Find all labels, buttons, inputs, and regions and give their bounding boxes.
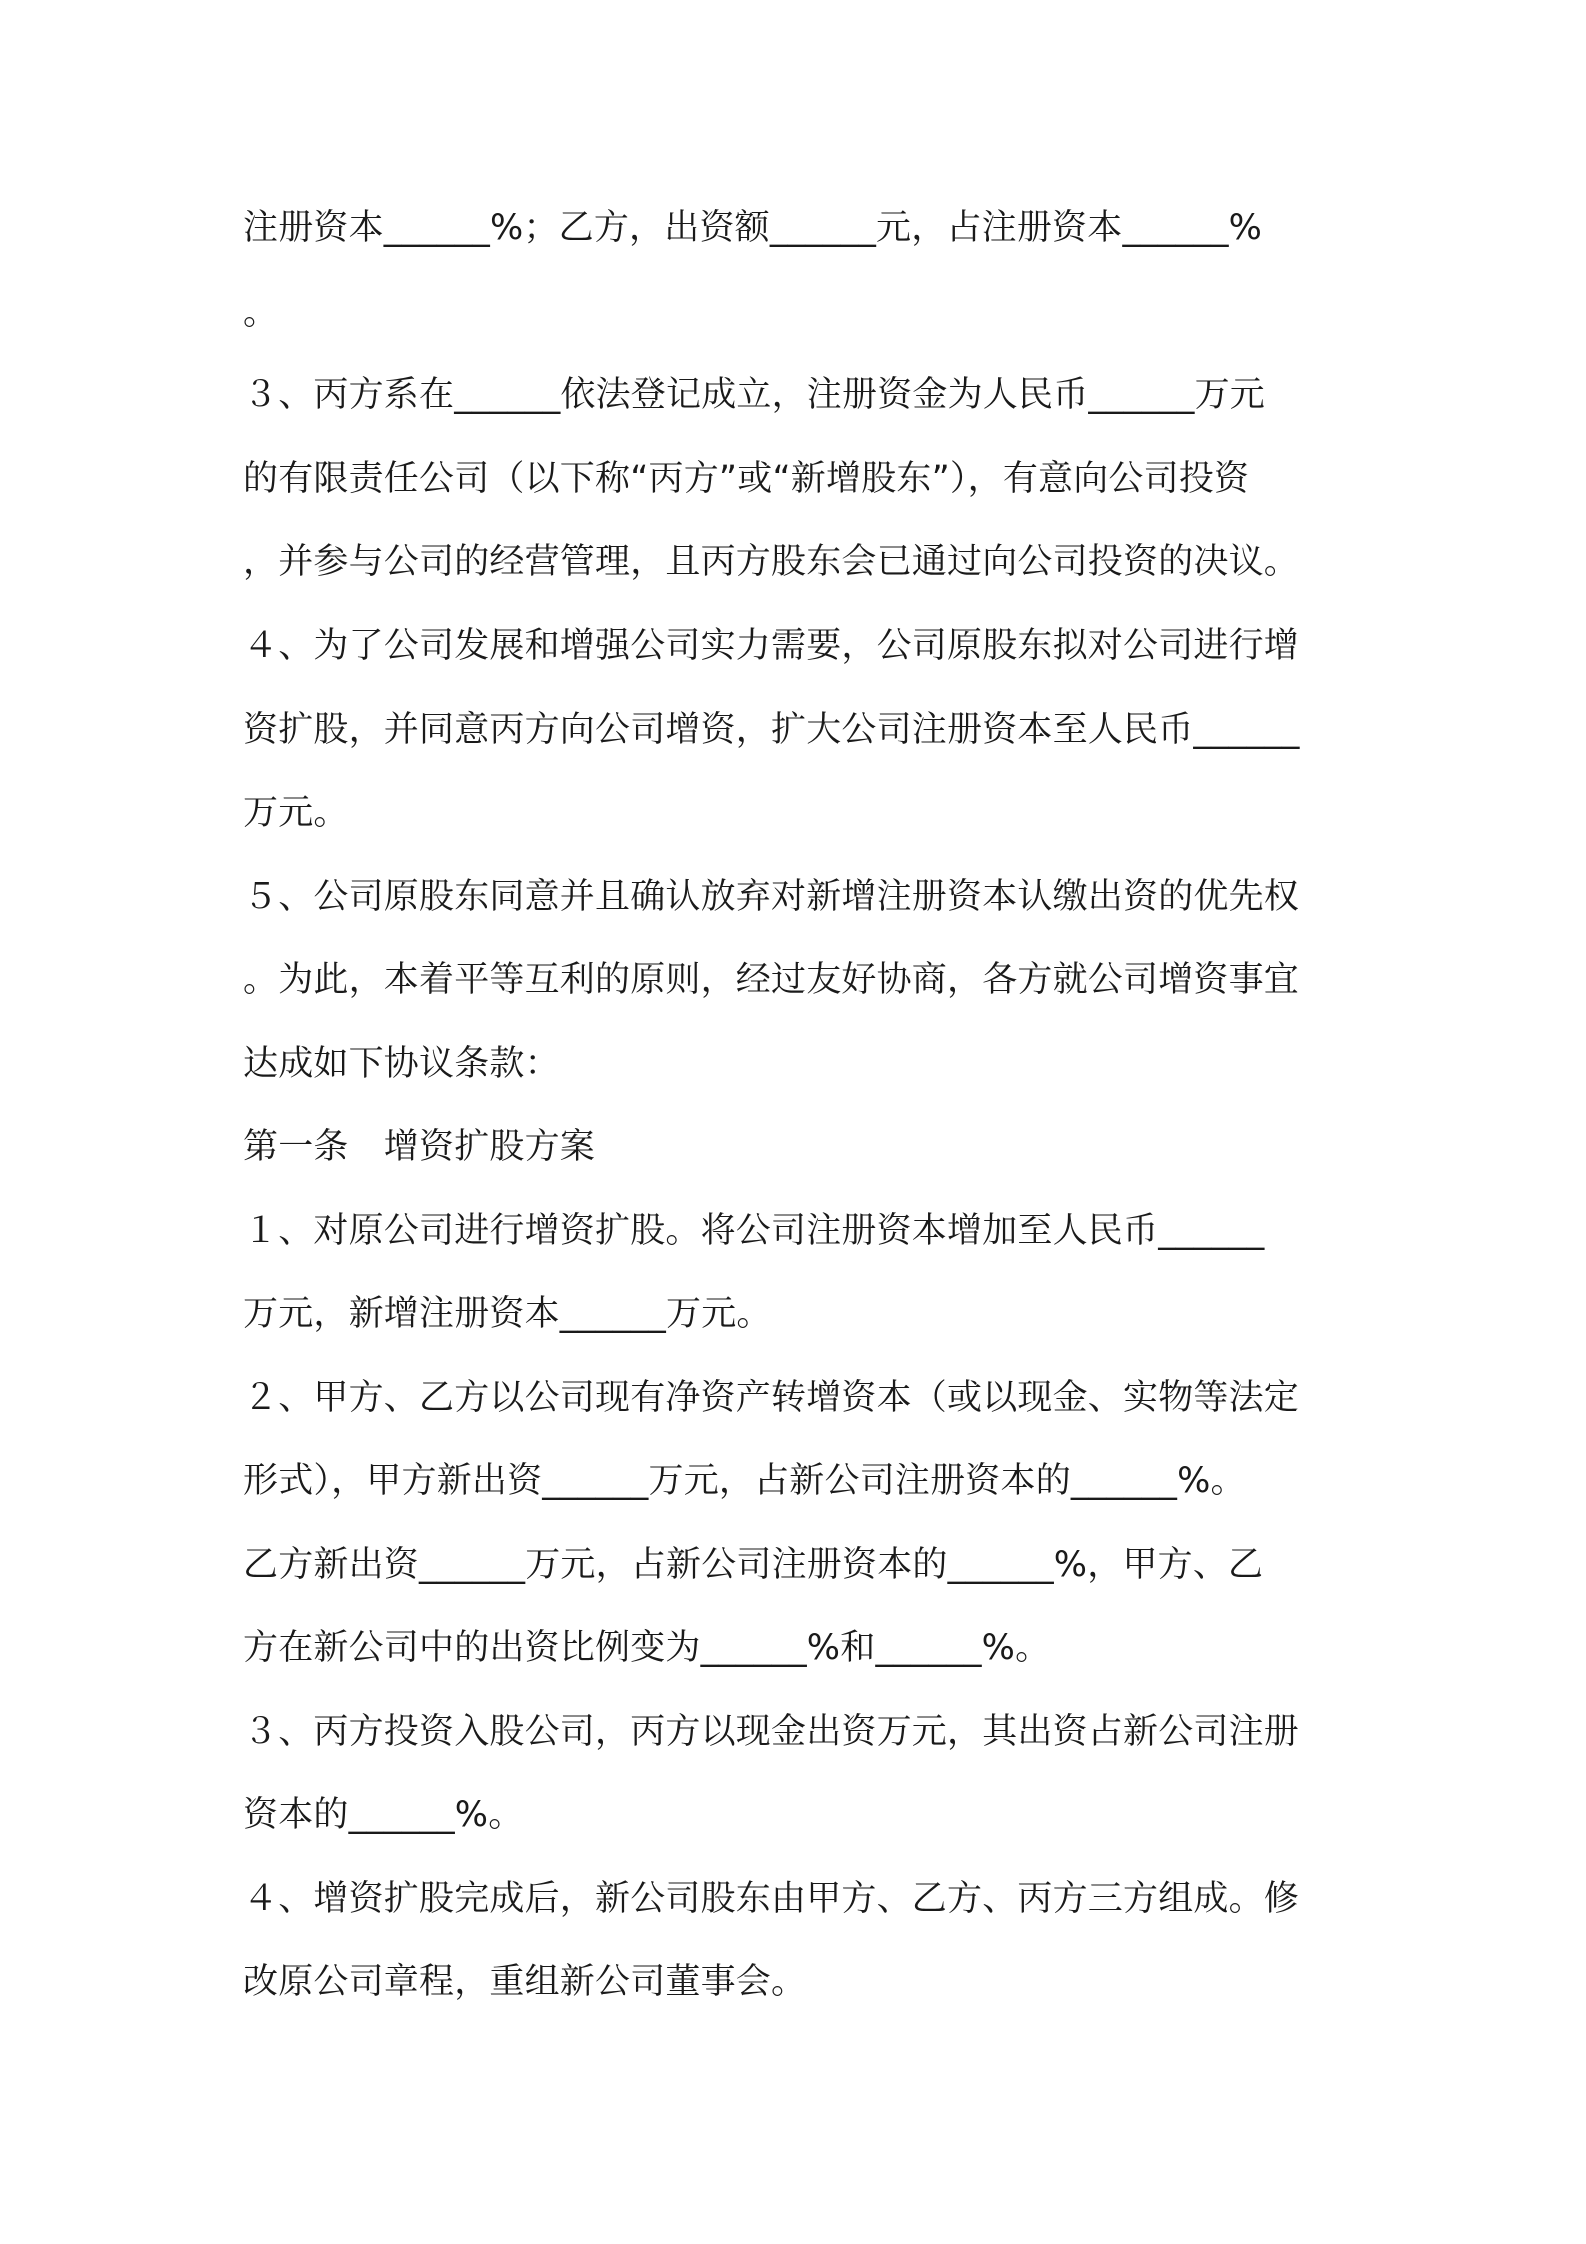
- paragraph-line: 资扩股，并同意丙方向公司增资，扩大公司注册资本至人民币______: [243, 710, 1300, 750]
- paragraph-line: ３、丙方系在______依法登记成立，注册资金为人民币______万元: [243, 375, 1266, 415]
- paragraph-line: 万元。: [243, 793, 349, 833]
- paragraph-line: 改原公司章程，重组新公司董事会。: [243, 1962, 807, 2002]
- paragraph-line: ２、甲方、乙方以公司现有净资产转增资本（或以现金、实物等法定: [243, 1378, 1300, 1418]
- paragraph-line: 。: [243, 293, 279, 333]
- paragraph-line: ，并参与公司的经营管理，且丙方股东会已通过向公司投资的决议。: [243, 542, 1300, 582]
- paragraph-line: 的有限责任公司（以下称“丙方”或“新增股东”），有意向公司投资: [243, 459, 1250, 499]
- paragraph-line: ４、为了公司发展和增强公司实力需要，公司原股东拟对公司进行增: [243, 626, 1300, 666]
- paragraph-line: ３、丙方投资入股公司，丙方以现金出资万元，其出资占新公司注册: [243, 1712, 1300, 1752]
- paragraph-line: ４、增资扩股完成后，新公司股东由甲方、乙方、丙方三方组成。修: [243, 1879, 1300, 1919]
- paragraph-line: １、对原公司进行增资扩股。将公司注册资本增加至人民币______: [243, 1211, 1265, 1251]
- paragraph-line: 乙方新出资______万元，占新公司注册资本的______%，甲方、乙: [243, 1545, 1264, 1585]
- section-heading: 第一条 增资扩股方案: [243, 1127, 596, 1167]
- paragraph-line: 资本的______%。: [243, 1795, 524, 1835]
- paragraph-line: 万元，新增注册资本______万元。: [243, 1294, 772, 1334]
- paragraph-line: 注册资本______%；乙方，出资额______元，占注册资本______%: [243, 208, 1263, 248]
- paragraph-line: 方在新公司中的出资比例变为______%和______%。: [243, 1628, 1051, 1668]
- paragraph-line: 达成如下协议条款：: [243, 1044, 560, 1084]
- paragraph-line: 形式），甲方新出资______万元，占新公司注册资本的______%。: [243, 1461, 1246, 1501]
- paragraph-line: ５、公司原股东同意并且确认放弃对新增注册资本认缴出资的优先权: [243, 877, 1300, 917]
- paragraph-line: 。为此，本着平等互利的原则，经过友好协商，各方就公司增资事宜: [243, 960, 1300, 1000]
